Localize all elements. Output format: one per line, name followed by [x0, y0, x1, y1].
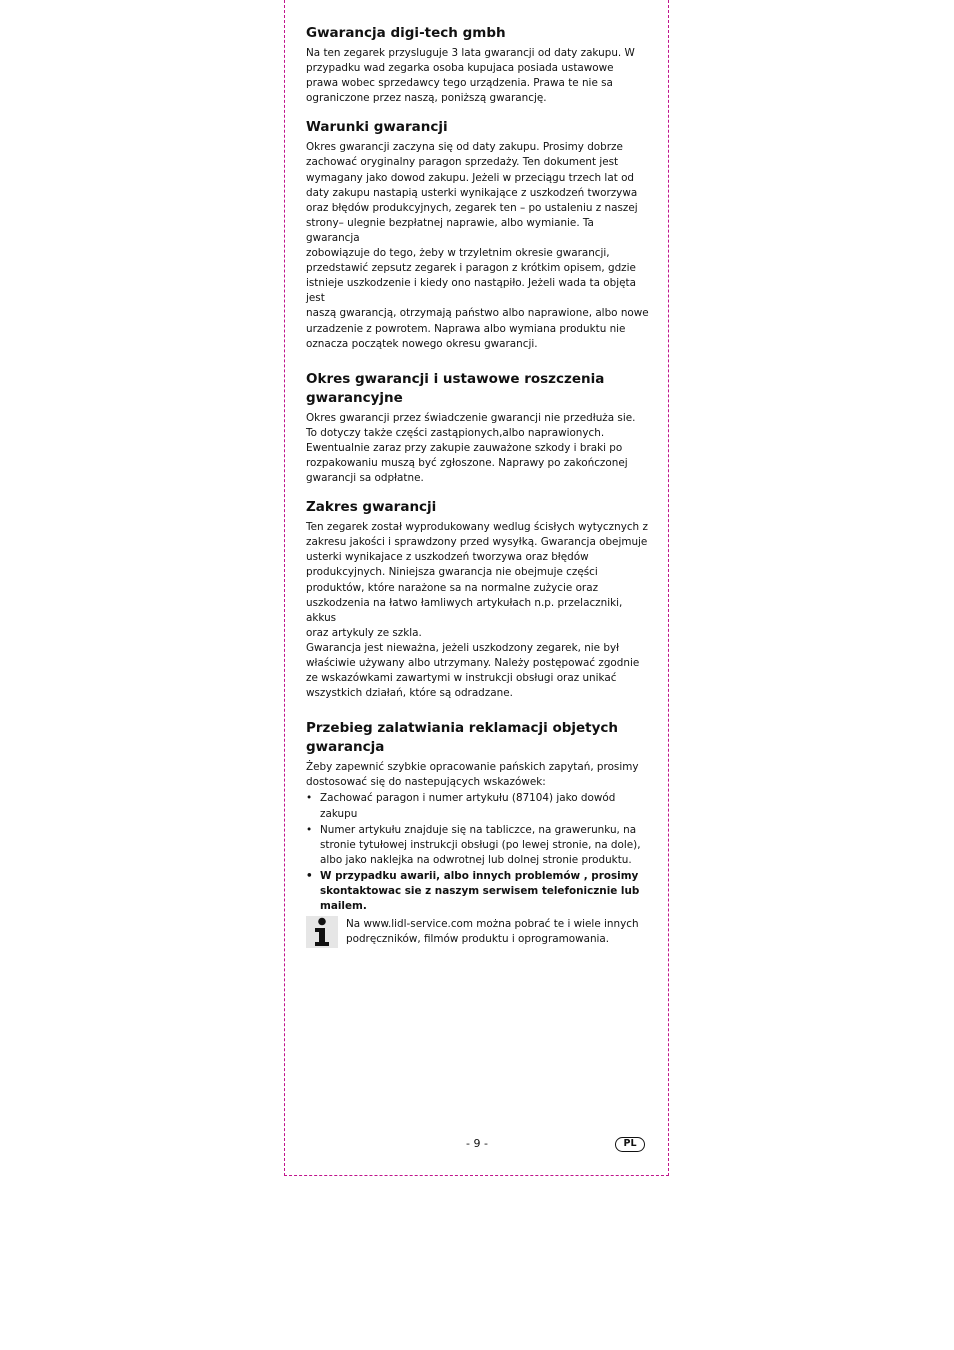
section-text: Okres gwarancji zaczyna się od daty zakupu. Prosimy dobrze zachować oryginalny paragon sprzedaży. Ten dokument jest wymagany jako dowod zakupu. Jeżeli w przeciągu trzech lat od daty zakupu nastapią usterki wynikające z uszkodzeń tworzywa oraz błędów produkcyjnych, zegarek ten – po ustaleniu z naszej strony– ulegnie bezpłatnej naprawie, albo wymianie. Ta gwarancja zobowiązuje do tego, żeby w trzyletnim okresie gwarancji, przedstawić zepsutz zegarek i paragon z krótkim opisem, gdzie istnieje uszkodzenie i kiedy ono nastąpiło. Jeżeli wada ta objęta jest naszą gwarancją, otrzymają państwo albo naprawione, albo nowe urzadzenie z powrotem. Naprawa albo wymiana produktu nie oznacza początek nowego okresu gwarancji.: [306, 141, 649, 350]
list-item: [306, 791, 650, 821]
section-claims-procedure: [306, 719, 650, 948]
list-item: [306, 869, 650, 914]
info-text: Na www.lidl-service.com można pobrać te i wiele innych podręczników, filmów produktu i oprogramowania.: [346, 918, 639, 946]
section-warranty-period: [306, 370, 650, 486]
section-text: Ten zegarek został wyprodukowany wedlug ścisłych wytycznych z zakresu jakości i sprawdzony przed wysyłką. Gwarancja obejmuje usterki wynikajace z uszkodzeń tworzywa oraz błędów produkcyjnych. Niniejsza gwarancja nie obejmuje części produktów, które narażone sa na normalne zużycie oraz uszkodzenia na łatwo łamliwych artykułach n.p. przelaczniki, akkus oraz artykuly ze szkla. Gwarancja jest nieważna, jeżeli uszkodzony zegarek, nie był właściwie używany albo utrzymany. Należy postępować zgodnie ze wskazówkami zawartymi w instrukcji obsługi oraz unikać wszystkich działań, które są odradzane.: [306, 521, 648, 700]
list-item: [306, 823, 650, 868]
list-item-text: W przypadku awarii, albo innych problemów , prosimy skontaktowac sie z naszym serwisem telefonicznie lub mailem.: [320, 869, 640, 913]
section-warranty-scope: [306, 498, 650, 701]
bullet-icon: •: [306, 792, 313, 805]
instruction-list: [306, 791, 650, 914]
list-item-text: Zachować paragon i numer artykułu (87104) jako dowód zakupu: [320, 792, 616, 820]
section-text: Na ten zegarek przysluguje 3 lata gwarancji od daty zakupu. W przypadku wad zegarka osoba kupujaca posiada ustawowe prawa wobec sprzedawcy tego urządzenia. Prawa te nie sa ograniczone przez naszą, poniższą gwarancję.: [306, 47, 635, 105]
info-icon: [306, 916, 338, 948]
section-heading: Warunki gwarancji: [306, 119, 448, 136]
language-badge: PL: [615, 1137, 645, 1152]
document-body: [306, 24, 650, 966]
section-text: Żeby zapewnić szybkie opracowanie pańskich zapytań, prosimy dostosować się do nastepujących wskazówek:: [306, 761, 639, 789]
section-warranty-conditions: [306, 118, 650, 351]
list-item-text: Numer artykułu znajduje się na tabliczce, na grawerunku, na stronie tytułowej instrukcji obsługi (po lewej stronie, na dole), albo jako naklejka na odwrotnej lub dolnej stronie produktu.: [320, 823, 641, 866]
section-warranty-company: [306, 24, 650, 106]
info-note: [306, 916, 650, 948]
section-heading: Gwarancja digi-tech gmbh: [306, 25, 506, 41]
bullet-icon: •: [306, 823, 313, 836]
section-text: Okres gwarancji przez świadczenie gwarancji nie przedłuża sie. To dotyczy także części zastąpionych,albo naprawionych. Ewentualnie zaraz przy zakupie zauważone szkody i braki po rozpakowaniu muszą być zgłoszone. Naprawy po zakończonej gwarancji sa odpłatne.: [306, 411, 636, 485]
bullet-icon: •: [306, 869, 313, 882]
page-number: - 9 -: [466, 1137, 488, 1150]
section-heading: Przebieg zalatwiania reklamacji objetych gwarancja: [306, 720, 619, 756]
section-heading: Okres gwarancji i ustawowe roszczenia gwarancyjne: [306, 370, 605, 406]
section-heading: Zakres gwarancji: [306, 499, 437, 516]
